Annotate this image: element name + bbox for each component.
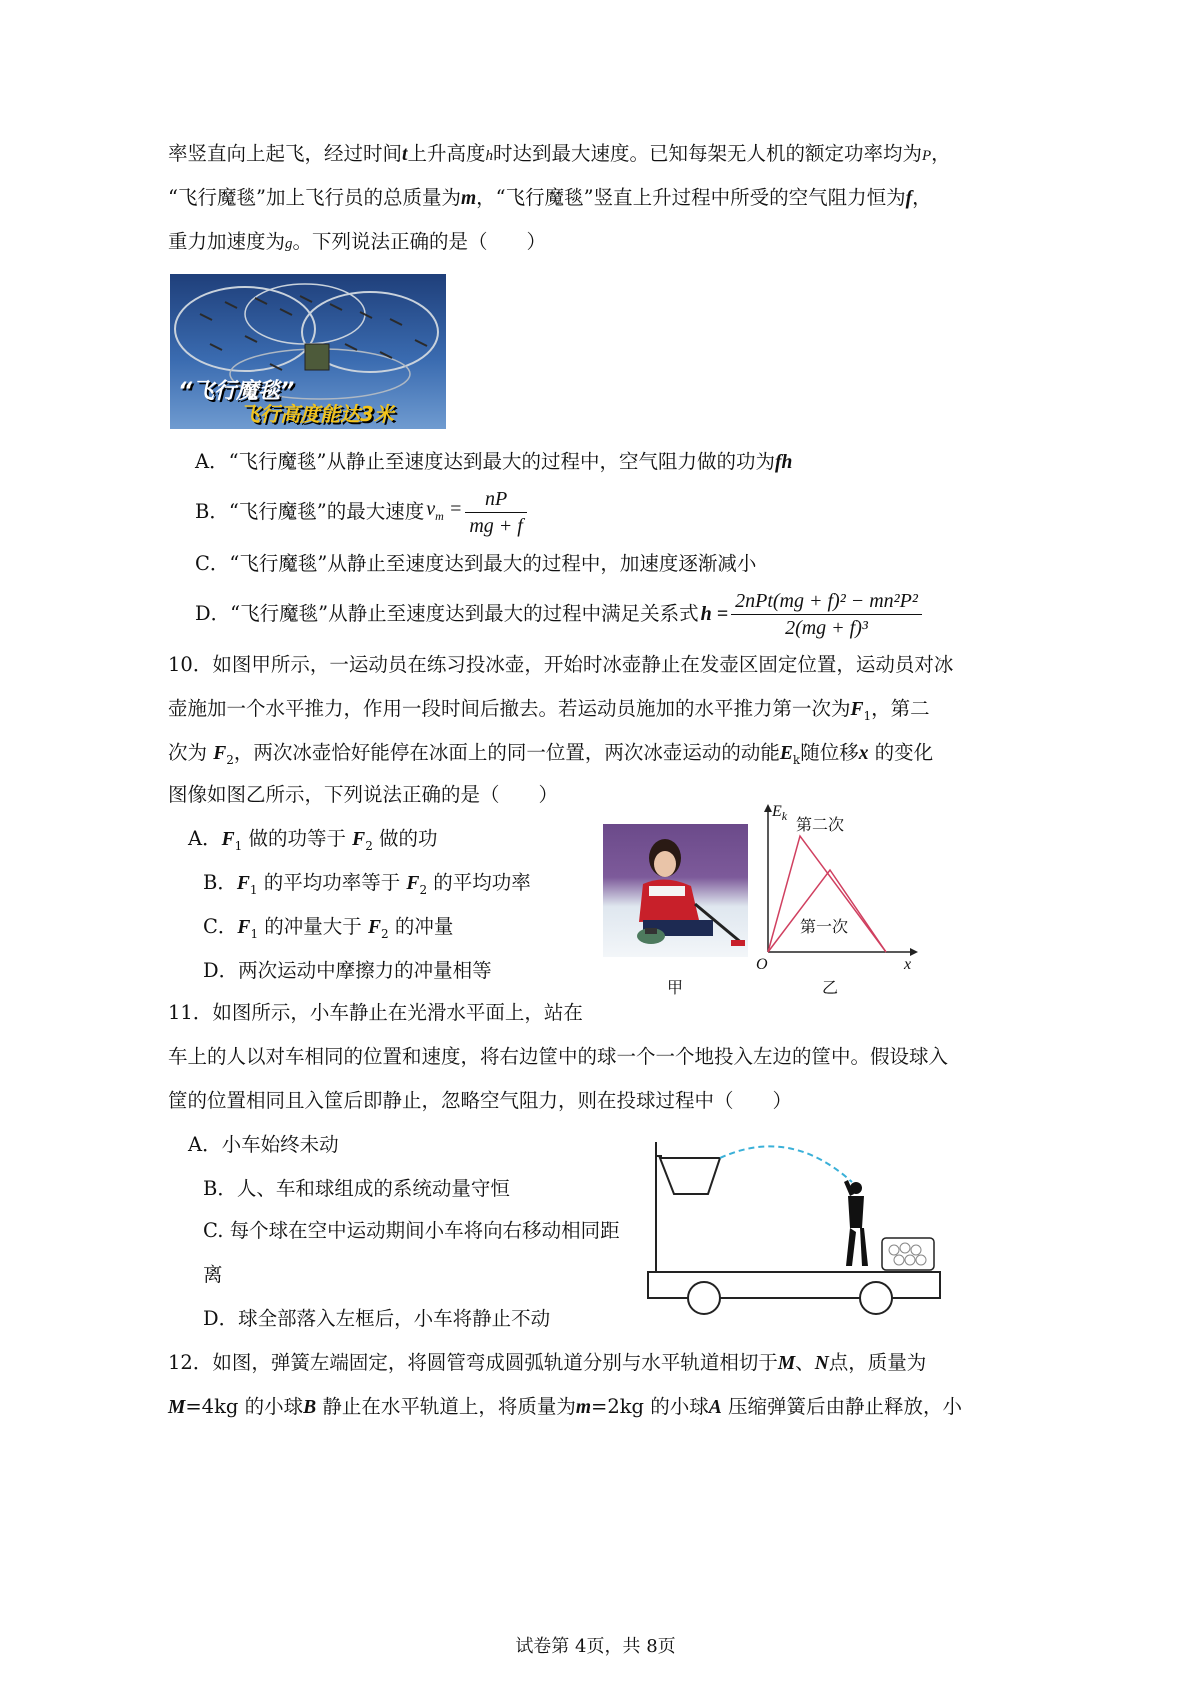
q9-option-c: C．“飞行魔毯”从静止至速度达到最大的过程中，加速度逐渐减小 bbox=[195, 552, 757, 575]
q10-option-c: C．$F_1$ 的冲量大于 $F_2$ 的冲量 bbox=[203, 915, 454, 941]
q10-line-1: 10．如图甲所示，一运动员在练习投冰壶，开始时冰壶静止在发壶区固定位置，运动员对冰 bbox=[168, 653, 954, 676]
graph-x-label: x bbox=[904, 956, 912, 973]
left-wheel bbox=[688, 1282, 720, 1314]
q9-option-b: B．“飞行魔毯”的最大速度 $v_m$ = $\frac{nP}{mg + f}$ bbox=[195, 484, 530, 540]
figure-jia-label: 甲 bbox=[667, 978, 684, 997]
right-basket bbox=[882, 1238, 934, 1270]
q9-line-2: “飞行魔毯”加上飞行员的总质量为m，“飞行魔毯”竖直上升过程中所受的空气阻力恒为f， bbox=[168, 186, 932, 209]
q10-option-a: A．$F_1$ 做的功等于 $F_2$ 做的功 bbox=[188, 827, 438, 853]
q11-option-a: A．小车始终未动 bbox=[188, 1133, 339, 1156]
curve-first bbox=[768, 870, 886, 952]
q12-line-2: M=4kg 的小球B 静止在水平轨道上，将质量为m=2kg 的小球A 压缩弹簧后由静止释放，小 bbox=[168, 1395, 962, 1418]
curler-illustration bbox=[603, 824, 748, 957]
q10-line-3: 次为 $F_2$，两次冰壶恰好能停在冰面上的同一位置，两次冰壶运动的动能$E_k$随位移x 的变化 bbox=[168, 741, 934, 767]
q9-line-3: 重力加速度为g。下列说法正确的是（ ） bbox=[168, 230, 547, 253]
q11-line-1: 11．如图所示，小车静止在光滑水平面上，站在 bbox=[168, 1001, 583, 1024]
q10-line-4: 图像如图乙所示，下列说法正确的是（ ） bbox=[168, 783, 559, 806]
left-basket bbox=[660, 1158, 720, 1194]
q12-line-1: 12．如图，弹簧左端固定，将圆管弯成圆弧轨道分别与水平轨道相切于M、N点，质量为 bbox=[168, 1351, 927, 1374]
graph-origin: O bbox=[756, 956, 768, 973]
q11-option-c: C. 每个球在空中运动期间小车将向右移动相同距 bbox=[203, 1219, 620, 1242]
thrower-figure bbox=[844, 1180, 868, 1266]
page-footer: 试卷第 4页，共 8页 bbox=[515, 1636, 676, 1657]
graph-label-first: 第一次 bbox=[800, 917, 849, 936]
q9-line-1: 率竖直向上起飞，经过时间t上升高度h时达到最大速度。已知每架无人机的额定功率均为P， bbox=[168, 142, 951, 165]
photo-caption-2: 飞行高度能达3米 bbox=[240, 402, 394, 426]
q11-option-d: D．球全部落入左框后，小车将静止不动 bbox=[203, 1307, 551, 1330]
q11-option-b: B．人、车和球组成的系统动量守恒 bbox=[203, 1177, 510, 1200]
q10-option-d: D．两次运动中摩擦力的冲量相等 bbox=[203, 959, 492, 982]
ball-trajectory bbox=[720, 1146, 852, 1182]
graph-y-label: $E_k$ bbox=[772, 803, 788, 824]
y-axis-arrow bbox=[764, 804, 772, 812]
q10-option-b: B．$F_1$ 的平均功率等于 $F_2$ 的平均功率 bbox=[203, 871, 531, 897]
q11-option-c-cont: 离 bbox=[203, 1263, 223, 1286]
curling-photo bbox=[603, 824, 748, 957]
graph-label-second: 第二次 bbox=[796, 815, 845, 834]
photo-caption-1: “飞行魔毯” bbox=[178, 379, 295, 404]
right-wheel bbox=[860, 1282, 892, 1314]
q11-line-3: 筐的位置相同且入筐后即静止，忽略空气阻力，则在投球过程中（ ） bbox=[168, 1089, 793, 1112]
cart-basket-diagram bbox=[640, 1136, 945, 1316]
q11-line-2: 车上的人以对车相同的位置和速度，将右边筐中的球一个一个地投入左边的筐中。假设球入 bbox=[168, 1045, 949, 1068]
q9-option-a: A．“飞行魔毯”从静止至速度达到最大的过程中，空气阻力做的功为fh bbox=[195, 450, 793, 473]
q9-option-d: D．“飞行魔毯”从静止至速度达到最大的过程中满足关系式 h = $\frac{\text{2nPt(mg + f)² − mn²P²}}{\text{2(mg + f)³}}$ bbox=[195, 586, 925, 642]
flying-carpet-photo bbox=[170, 274, 446, 429]
x-axis-arrow bbox=[910, 948, 918, 956]
q10-line-2: 壶施加一个水平推力，作用一段时间后撤去。若运动员施加的水平推力第一次为$F_1$，第二 bbox=[168, 697, 930, 723]
figure-yi-label: 乙 bbox=[822, 978, 839, 997]
